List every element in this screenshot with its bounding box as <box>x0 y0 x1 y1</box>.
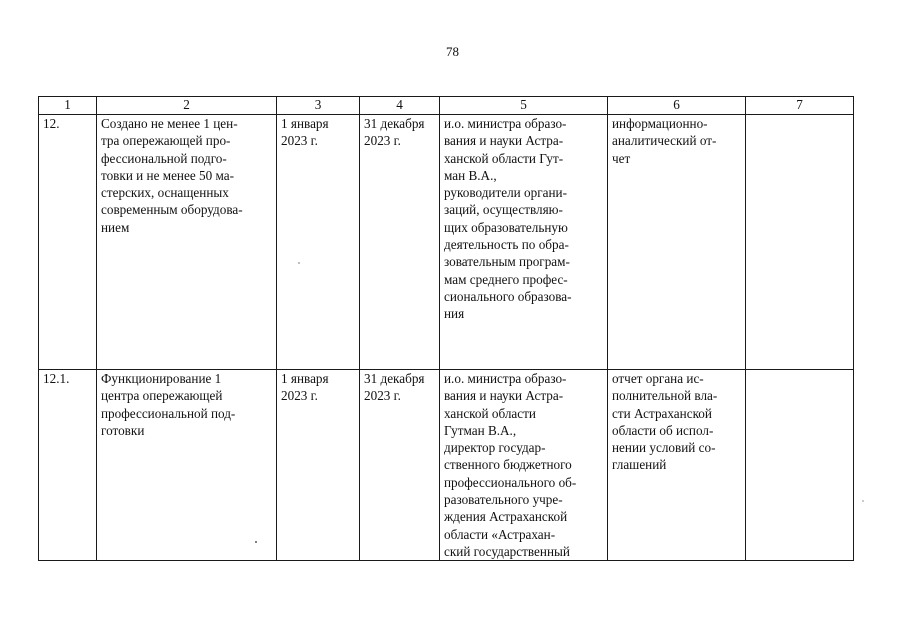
item-number-cell: 12. <box>39 115 97 370</box>
scan-speck <box>255 541 257 543</box>
note-cell <box>746 115 854 370</box>
responsible-cell: и.о. министра образо- вания и науки Астра- ханской области Гутман В.А., директор государ- ственного бюджетного профессионального об- разовательного учре- ждения Астраханской области «Астрахан- ский государственный <box>440 370 608 561</box>
result-cell: информационно- аналитический от- чет <box>608 115 746 370</box>
item-number-cell: 12.1. <box>39 370 97 561</box>
column-header-1: 1 <box>39 97 97 115</box>
column-header-3: 3 <box>277 97 360 115</box>
plan-table <box>38 96 854 561</box>
start-date-cell: 1 января 2023 г. <box>277 115 360 370</box>
column-header-2: 2 <box>97 97 277 115</box>
event-name-cell: Функционирование 1 центра опережающей профессиональной под- готовки <box>97 370 277 561</box>
column-header-6: 6 <box>608 97 746 115</box>
table-row <box>39 115 854 370</box>
column-header-5: 5 <box>440 97 608 115</box>
table-row <box>39 370 854 561</box>
column-number-row <box>39 97 854 115</box>
note-cell <box>746 370 854 561</box>
scan-speck <box>862 500 864 502</box>
column-header-4: 4 <box>360 97 440 115</box>
end-date-cell: 31 декабря 2023 г. <box>360 370 440 561</box>
responsible-cell: и.о. министра образо- вания и науки Астра- ханской области Гут- ман В.А., руководители органи- заций, осуществляю- щих образовательную деятельность по обра- зовательным програм- мам среднего профес- сионального образова- ния <box>440 115 608 370</box>
result-cell: отчет органа ис- полнительной вла- сти Астраханской области об испол- нении условий со- глашений <box>608 370 746 561</box>
page-number: 78 <box>446 44 459 59</box>
end-date-cell: 31 декабря 2023 г. <box>360 115 440 370</box>
event-name-cell: Создано не менее 1 цен- тра опережающей про- фессиональной подго- товки и не менее 50 ма- стерских, оснащенных современным оборудова- нием <box>97 115 277 370</box>
column-header-7: 7 <box>746 97 854 115</box>
start-date-cell: 1 января 2023 г. <box>277 370 360 561</box>
scan-speck <box>298 262 300 264</box>
